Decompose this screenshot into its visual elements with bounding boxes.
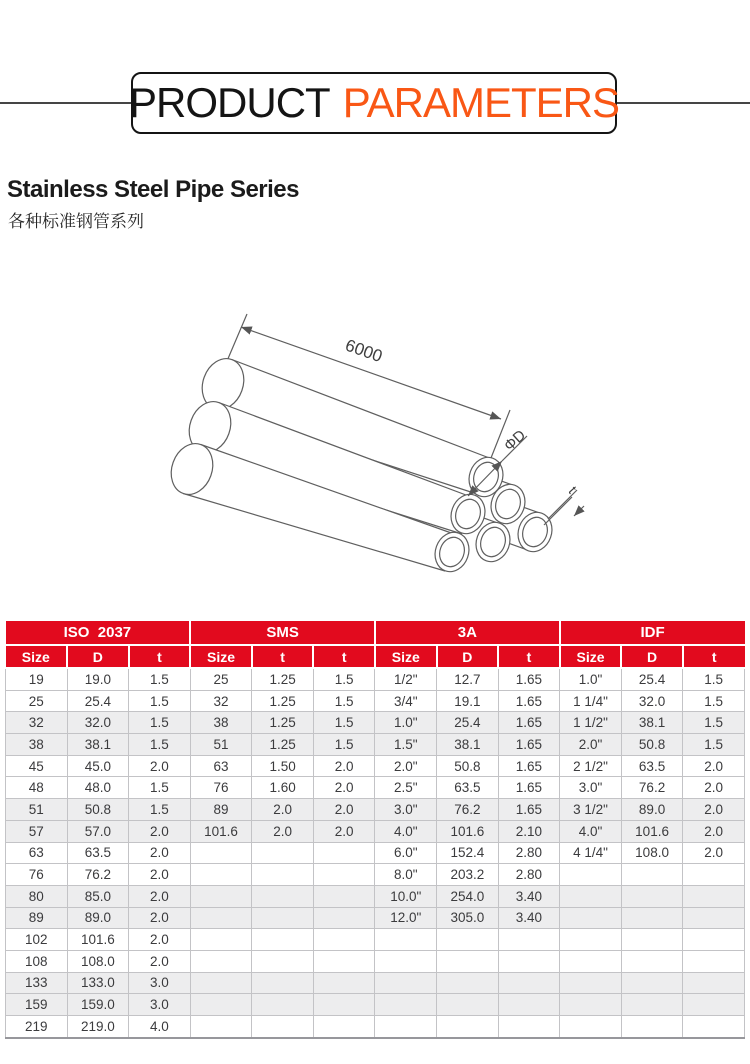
table-cell: 1.25: [252, 690, 314, 712]
table-cell: [252, 907, 314, 929]
table-cell: 1.5: [129, 690, 191, 712]
table-cell: [560, 929, 622, 951]
table-cell: 8.0": [375, 864, 437, 886]
table-cell: [252, 994, 314, 1016]
table-cell: 108.0: [621, 842, 683, 864]
table-cell: 108.0: [67, 950, 129, 972]
table-cell: [190, 885, 252, 907]
table-cell: 89: [190, 799, 252, 821]
table-cell: 1.25: [252, 668, 314, 690]
table-cell: 2.0: [129, 907, 191, 929]
table-cell: [498, 994, 560, 1016]
table-cell: [437, 1016, 499, 1038]
table-cell: 133: [6, 972, 68, 994]
table-cell: 4.0": [375, 820, 437, 842]
table-cell: 57: [6, 820, 68, 842]
table-cell: 48: [6, 777, 68, 799]
table-cell: 57.0: [67, 820, 129, 842]
table-cell: [437, 994, 499, 1016]
table-row: [6, 734, 745, 756]
diameter-label: ΦD: [500, 426, 530, 455]
table-cell: [560, 1016, 622, 1038]
table-cell: 305.0: [437, 907, 499, 929]
table-cell: [683, 994, 745, 1016]
table-cell: 10.0": [375, 885, 437, 907]
table-row: [6, 777, 745, 799]
table-row: [6, 929, 745, 951]
col-header: t: [498, 645, 560, 668]
table-cell: [560, 885, 622, 907]
table-cell: 2.0: [129, 885, 191, 907]
table-cell: [621, 950, 683, 972]
thickness-dimension: [544, 483, 584, 525]
table-cell: 1.5: [129, 712, 191, 734]
table-cell: [252, 1016, 314, 1038]
table-cell: 2.0: [129, 950, 191, 972]
table-cell: 1.5: [683, 690, 745, 712]
table-cell: 19: [6, 668, 68, 690]
table-cell: 1.5: [683, 668, 745, 690]
table-cell: 38.1: [67, 734, 129, 756]
table-cell: 133.0: [67, 972, 129, 994]
table-cell: 76: [190, 777, 252, 799]
table-cell: 2.0: [683, 820, 745, 842]
table-cell: [683, 864, 745, 886]
table-cell: [313, 1016, 375, 1038]
table-cell: 50.8: [621, 734, 683, 756]
table-cell: 51: [190, 734, 252, 756]
page-title-black: PRODUCT: [129, 79, 330, 126]
table-cell: 1.50: [252, 755, 314, 777]
table-cell: [437, 929, 499, 951]
table-cell: 25.4: [437, 712, 499, 734]
table-cell: 159.0: [67, 994, 129, 1016]
table-cell: 219.0: [67, 1016, 129, 1038]
table-row: [6, 950, 745, 972]
col-header: Size: [560, 645, 622, 668]
table-cell: 25.4: [621, 668, 683, 690]
table-cell: [498, 1016, 560, 1038]
table-cell: 1.65: [498, 799, 560, 821]
length-label: 6000: [342, 335, 385, 367]
table-cell: 3.0": [560, 777, 622, 799]
table-cell: 25: [6, 690, 68, 712]
table-cell: 50.8: [67, 799, 129, 821]
table-cell: 1.5: [129, 734, 191, 756]
thickness-label: t: [565, 482, 580, 497]
table-cell: 2.5": [375, 777, 437, 799]
table-cell: 25: [190, 668, 252, 690]
table-cell: 63.5: [621, 755, 683, 777]
table-row: [6, 820, 745, 842]
table-cell: 89.0: [67, 907, 129, 929]
table-cell: 101.6: [190, 820, 252, 842]
table-cell: 1.65: [498, 777, 560, 799]
table-cell: 1.65: [498, 690, 560, 712]
col-header: Size: [375, 645, 437, 668]
table-cell: 38: [190, 712, 252, 734]
table-cell: [621, 929, 683, 951]
table-cell: 63.5: [67, 842, 129, 864]
table-row: [6, 842, 745, 864]
table-cell: [313, 864, 375, 886]
table-body: [6, 668, 745, 1038]
table-cell: [683, 1016, 745, 1038]
group-header-3a: 3A: [375, 621, 560, 645]
table-cell: 2.0: [129, 929, 191, 951]
table-cell: [375, 994, 437, 1016]
table-cell: [498, 950, 560, 972]
table-cell: 4 1/4": [560, 842, 622, 864]
group-header-idf: IDF: [560, 621, 745, 645]
table-cell: [437, 972, 499, 994]
table-cell: 2.0": [560, 734, 622, 756]
table-cell: 2.0: [313, 820, 375, 842]
table-cell: 19.1: [437, 690, 499, 712]
table-cell: 3.40: [498, 885, 560, 907]
table-cell: [683, 907, 745, 929]
col-header: t: [313, 645, 375, 668]
table-cell: 63: [190, 755, 252, 777]
table-cell: [313, 929, 375, 951]
table-cell: 1.65: [498, 755, 560, 777]
group-header-row: [6, 621, 745, 645]
table-cell: 32.0: [67, 712, 129, 734]
table-cell: 2.0": [375, 755, 437, 777]
table-cell: 1.0": [560, 668, 622, 690]
table-row: [6, 885, 745, 907]
table-cell: 19.0: [67, 668, 129, 690]
table-cell: [313, 907, 375, 929]
table-cell: 85.0: [67, 885, 129, 907]
table-cell: [621, 864, 683, 886]
table-cell: 2 1/2": [560, 755, 622, 777]
table-cell: [375, 929, 437, 951]
col-header: Size: [190, 645, 252, 668]
table-cell: 63: [6, 842, 68, 864]
table-cell: 76.2: [621, 777, 683, 799]
table-cell: 2.0: [313, 799, 375, 821]
table-cell: 1.5: [129, 799, 191, 821]
table-cell: [683, 885, 745, 907]
table-cell: [313, 994, 375, 1016]
table-cell: [621, 994, 683, 1016]
table-cell: 1.65: [498, 734, 560, 756]
table-cell: 1.5: [313, 668, 375, 690]
table-cell: 1.25: [252, 712, 314, 734]
table-cell: 45: [6, 755, 68, 777]
table-cell: 76.2: [67, 864, 129, 886]
col-header: t: [129, 645, 191, 668]
table-cell: [621, 1016, 683, 1038]
table-cell: [190, 994, 252, 1016]
table-cell: 2.0: [129, 842, 191, 864]
page-title-orange: PARAMETERS: [342, 79, 619, 126]
table-cell: 2.0: [313, 755, 375, 777]
table-cell: 2.0: [683, 777, 745, 799]
table-cell: 1.25: [252, 734, 314, 756]
table-cell: 1.60: [252, 777, 314, 799]
table-cell: 1.65: [498, 668, 560, 690]
table-cell: [252, 972, 314, 994]
table-cell: [313, 885, 375, 907]
col-header: t: [252, 645, 314, 668]
table-cell: 1.5: [313, 690, 375, 712]
table-cell: 101.6: [437, 820, 499, 842]
table-cell: 32.0: [621, 690, 683, 712]
table-cell: [498, 972, 560, 994]
table-cell: 3.0: [129, 972, 191, 994]
table-cell: 25.4: [67, 690, 129, 712]
table-row: [6, 994, 745, 1016]
table-cell: [375, 1016, 437, 1038]
table-cell: 3 1/2": [560, 799, 622, 821]
table-cell: 1.5: [129, 668, 191, 690]
table-cell: [375, 950, 437, 972]
table-cell: 1.5: [683, 734, 745, 756]
table-cell: 2.10: [498, 820, 560, 842]
table-cell: 3.0: [129, 994, 191, 1016]
table-cell: 4.0: [129, 1016, 191, 1038]
table-row: [6, 799, 745, 821]
table-cell: 1.5": [375, 734, 437, 756]
table-cell: 1/2": [375, 668, 437, 690]
table-cell: [683, 972, 745, 994]
section-title-zh: 各种标准钢管系列: [8, 212, 144, 231]
table-cell: 76: [6, 864, 68, 886]
table-cell: 219: [6, 1016, 68, 1038]
table-cell: [190, 864, 252, 886]
table-cell: 2.80: [498, 842, 560, 864]
pipe-spec-table: [5, 621, 745, 1039]
table-cell: 101.6: [621, 820, 683, 842]
col-header: D: [67, 645, 129, 668]
table-cell: [252, 864, 314, 886]
col-header: Size: [6, 645, 68, 668]
table-cell: 108: [6, 950, 68, 972]
table-cell: 2.0: [683, 842, 745, 864]
table-cell: 1 1/2": [560, 712, 622, 734]
table-cell: 2.0: [683, 799, 745, 821]
table-cell: 51: [6, 799, 68, 821]
table-cell: 2.80: [498, 864, 560, 886]
table-cell: 89: [6, 907, 68, 929]
table-row: [6, 755, 745, 777]
table-cell: [560, 907, 622, 929]
section-title-en: Stainless Steel Pipe Series: [7, 176, 299, 203]
table-cell: 1.5: [313, 734, 375, 756]
table-row: [6, 907, 745, 929]
table-cell: 12.0": [375, 907, 437, 929]
table-row: [6, 712, 745, 734]
table-cell: 1.65: [498, 712, 560, 734]
table-cell: 38: [6, 734, 68, 756]
table-cell: [252, 929, 314, 951]
table-row: [6, 972, 745, 994]
table-cell: 3.40: [498, 907, 560, 929]
table-cell: 89.0: [621, 799, 683, 821]
table-cell: 32: [190, 690, 252, 712]
table-cell: [498, 929, 560, 951]
table-cell: 1.5: [683, 712, 745, 734]
table-cell: [313, 972, 375, 994]
col-header: t: [683, 645, 745, 668]
table-cell: [190, 1016, 252, 1038]
col-header: D: [437, 645, 499, 668]
table-cell: 1 1/4": [560, 690, 622, 712]
table-cell: [683, 950, 745, 972]
table-cell: 1.0": [375, 712, 437, 734]
table-cell: [252, 950, 314, 972]
table-cell: 254.0: [437, 885, 499, 907]
table-cell: [190, 907, 252, 929]
table-cell: 3/4": [375, 690, 437, 712]
table-cell: 38.1: [437, 734, 499, 756]
table-cell: 76.2: [437, 799, 499, 821]
table-cell: 2.0: [252, 820, 314, 842]
table-cell: 1.5: [129, 777, 191, 799]
table-cell: [560, 994, 622, 1016]
table-row: [6, 690, 745, 712]
table-cell: [621, 885, 683, 907]
table-cell: [560, 972, 622, 994]
table-cell: [375, 972, 437, 994]
pipe-bundle-drawing: [150, 300, 600, 610]
page-title-box: [131, 72, 617, 134]
table-cell: [190, 842, 252, 864]
group-header-iso2037: ISO 2037: [6, 621, 191, 645]
table-cell: [621, 972, 683, 994]
table-cell: 3.0": [375, 799, 437, 821]
table-cell: 2.0: [129, 864, 191, 886]
table-cell: 159: [6, 994, 68, 1016]
table-row: [6, 1016, 745, 1038]
table-cell: 12.7: [437, 668, 499, 690]
table-cell: 203.2: [437, 864, 499, 886]
table-cell: [560, 864, 622, 886]
table-cell: [252, 885, 314, 907]
table-cell: [313, 842, 375, 864]
table-row: [6, 668, 745, 690]
table-cell: [252, 842, 314, 864]
table-cell: 101.6: [67, 929, 129, 951]
table-cell: 45.0: [67, 755, 129, 777]
table-cell: 32: [6, 712, 68, 734]
col-header: D: [621, 645, 683, 668]
table-cell: 152.4: [437, 842, 499, 864]
table-cell: [190, 972, 252, 994]
table-cell: [560, 950, 622, 972]
table-cell: 80: [6, 885, 68, 907]
table-cell: 1.5: [313, 712, 375, 734]
table-cell: 48.0: [67, 777, 129, 799]
table-cell: [683, 929, 745, 951]
table-cell: 38.1: [621, 712, 683, 734]
table-head: [6, 621, 745, 668]
table-cell: 2.0: [313, 777, 375, 799]
sub-header-row: [6, 645, 745, 668]
table-cell: 102: [6, 929, 68, 951]
table-cell: 4.0": [560, 820, 622, 842]
table-cell: 6.0": [375, 842, 437, 864]
table-row: [6, 864, 745, 886]
table-cell: 2.0: [683, 755, 745, 777]
table-cell: [621, 907, 683, 929]
table-cell: 2.0: [129, 755, 191, 777]
table-cell: [313, 950, 375, 972]
table-cell: [190, 929, 252, 951]
table-cell: 2.0: [129, 820, 191, 842]
table-cell: [437, 950, 499, 972]
table-cell: 2.0: [252, 799, 314, 821]
table-cell: [190, 950, 252, 972]
table-cell: 50.8: [437, 755, 499, 777]
table-cell: 63.5: [437, 777, 499, 799]
group-header-sms: SMS: [190, 621, 375, 645]
